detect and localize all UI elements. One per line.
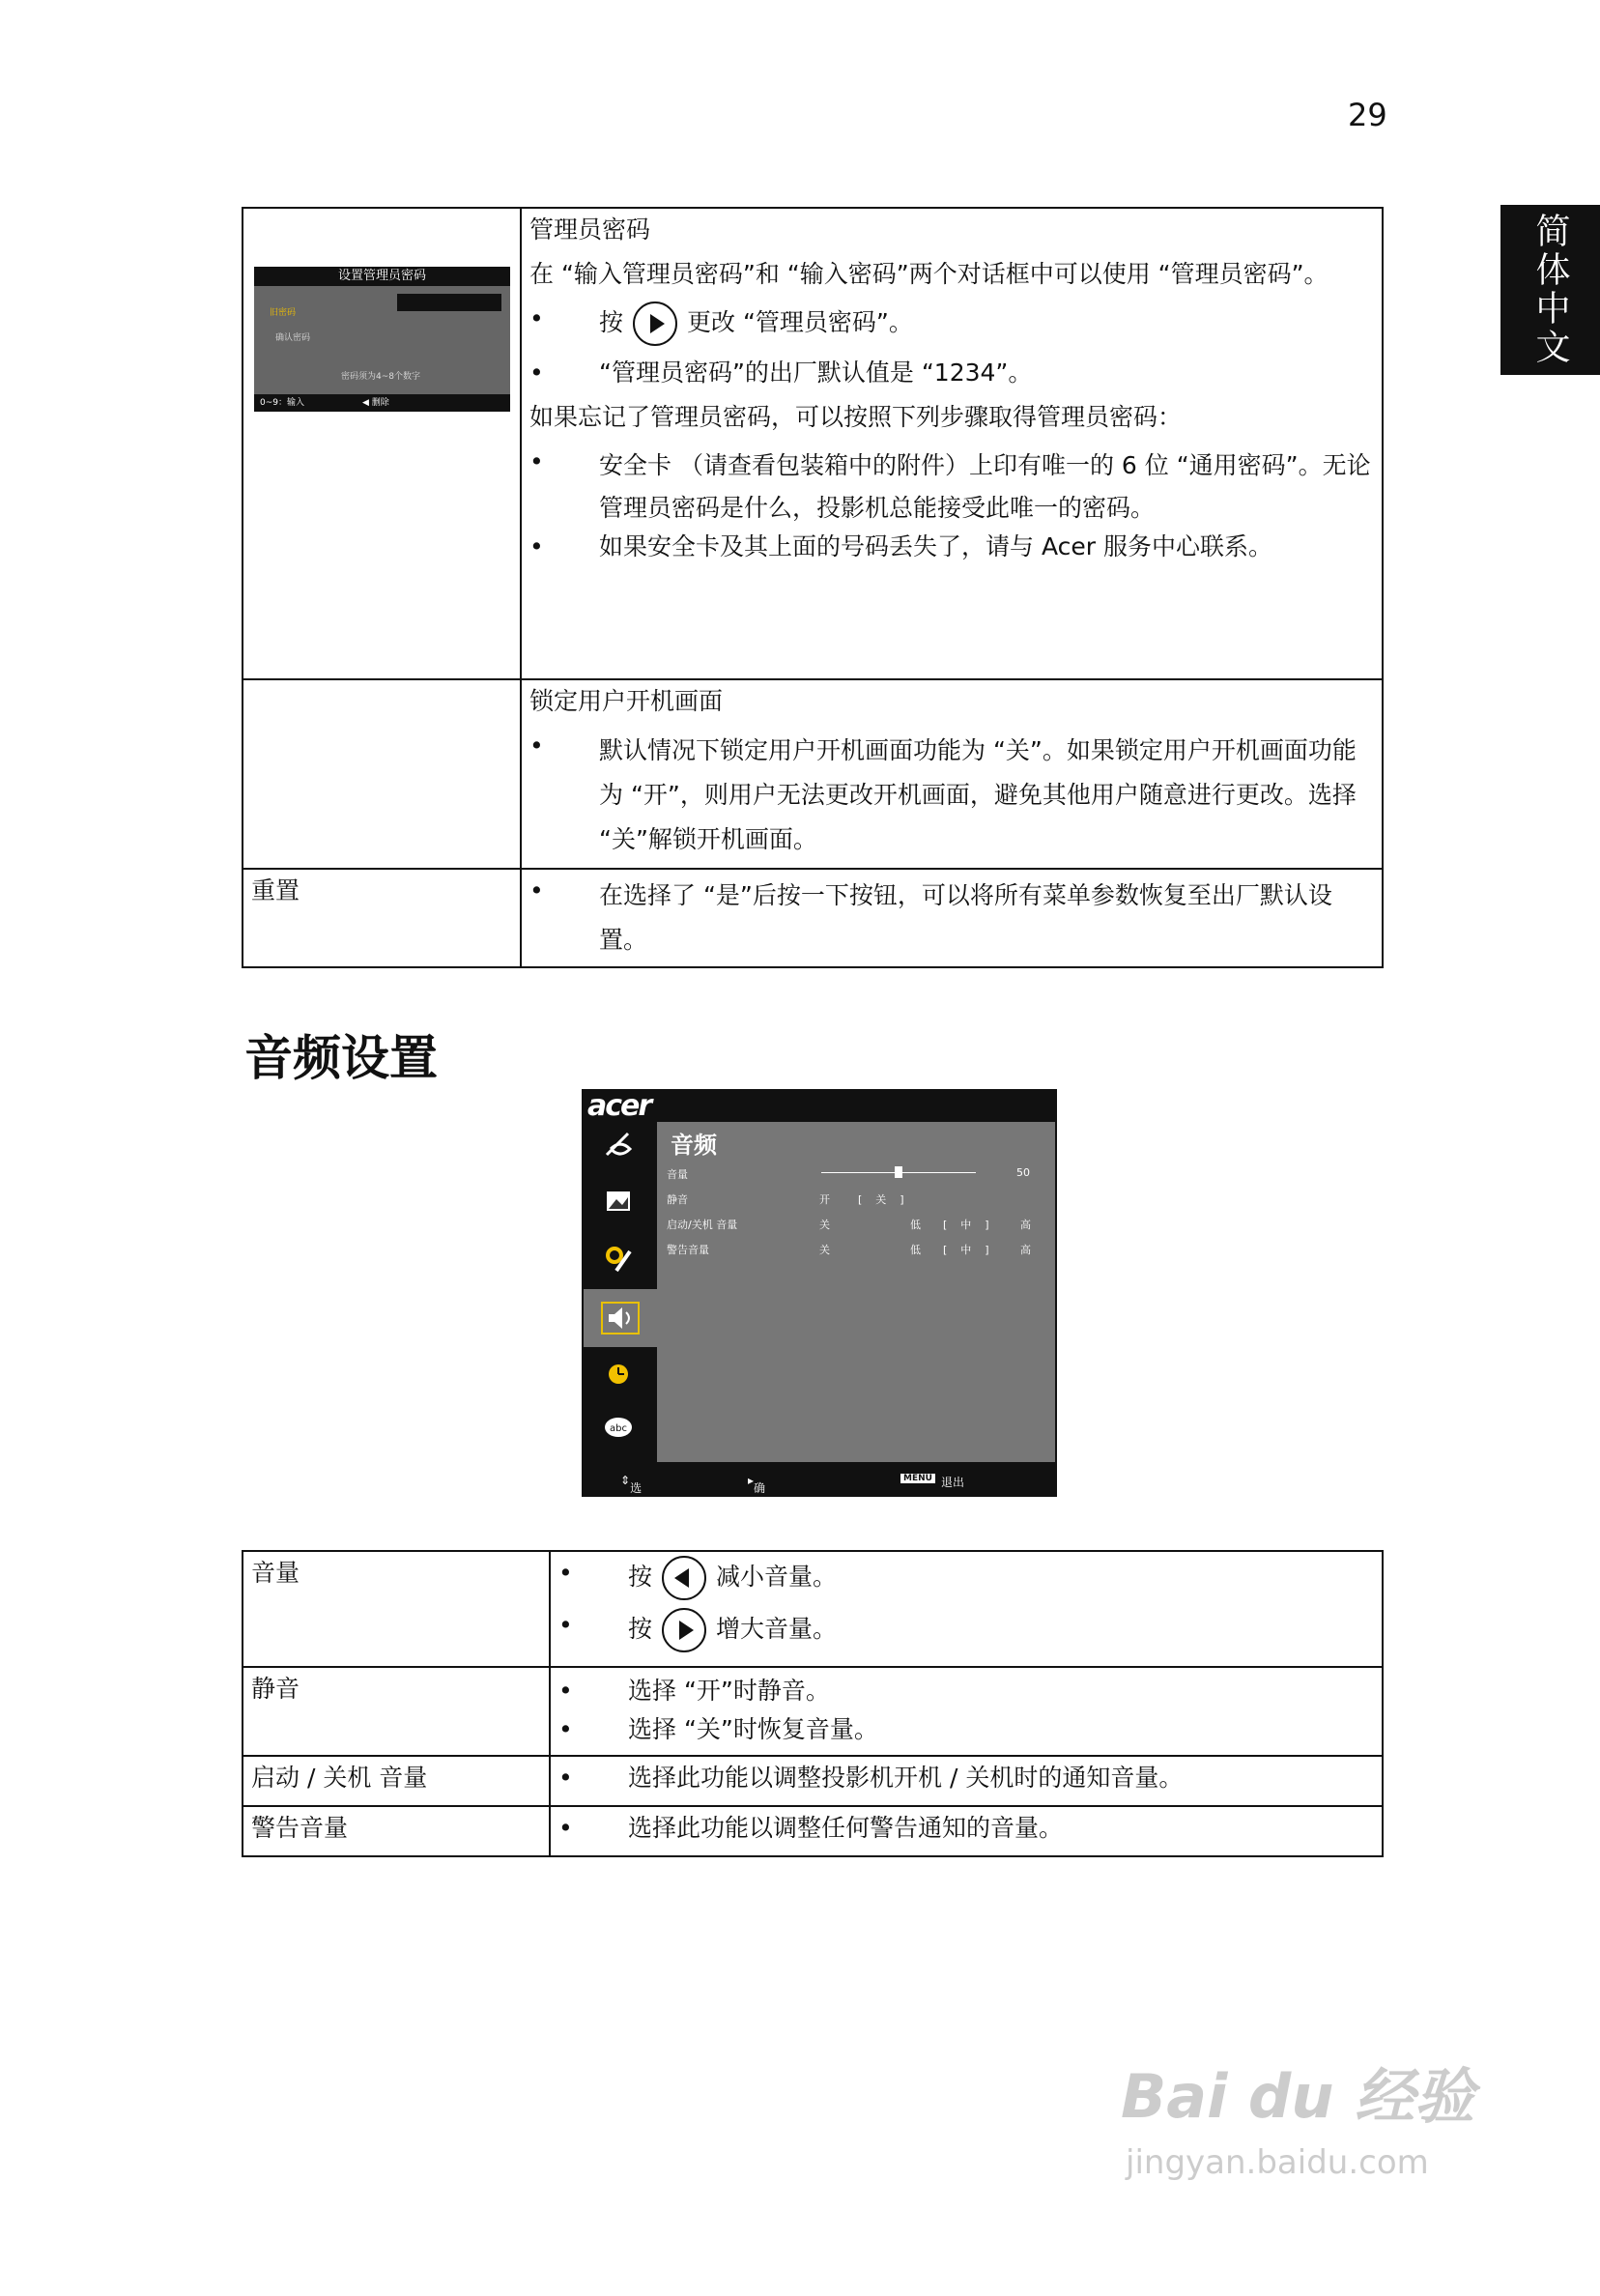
acer-logo: acer <box>587 1089 651 1123</box>
bullet-text: 按 <box>599 308 624 336</box>
osd-footer <box>254 394 510 412</box>
section-title: 音频设置 <box>244 1030 438 1086</box>
row-label: 静音 <box>243 1667 550 1756</box>
table-row <box>243 679 1383 869</box>
bullet-text: 在选择了 “是”后按一下按钮，可以将所有菜单参数恢复至出厂默认设置。 <box>599 881 1332 954</box>
list-item <box>529 301 1374 346</box>
option-on[interactable]: 开 <box>819 1193 830 1206</box>
forgot-password-text: 如果忘记了管理员密码，可以按照下列步骤取得管理员密码： <box>529 403 1183 431</box>
option-mid-selected[interactable]: [ 中 ] <box>943 1219 989 1231</box>
bullet: • <box>529 304 544 332</box>
timer-icon <box>601 1360 636 1389</box>
admin-password-desc: 在 “输入管理员密码”和 “输入密码”两个对话框中可以使用 “管理员密码”。 <box>529 260 1329 288</box>
osd-row-label: 静音 <box>667 1193 688 1206</box>
bullet: • <box>529 732 544 760</box>
bullet-text: 按 <box>628 1615 653 1643</box>
bullet: • <box>529 876 544 904</box>
option-off[interactable]: 关 <box>819 1219 830 1231</box>
audio-panel-title: 音频 <box>671 1132 717 1159</box>
option-off[interactable]: 关 <box>819 1244 830 1256</box>
bullet: • <box>529 447 544 475</box>
row-label: 启动 / 关机 音量 <box>243 1756 550 1806</box>
osd-hint: 密码须为4~8个数字 <box>341 372 420 382</box>
color-icon <box>601 1130 636 1159</box>
watermark-logo: Bai du 经验 <box>1121 2061 1475 2132</box>
lock-screen-title: 锁定用户开机画面 <box>529 687 724 715</box>
reset-label: 重置 <box>243 869 521 967</box>
table-row <box>243 1756 1383 1806</box>
bullet: • <box>529 532 544 560</box>
list-item <box>558 1811 1374 1846</box>
footer-confirm-label: 确认 <box>754 1481 766 1511</box>
option-label: 关 <box>875 1193 887 1206</box>
volume-value: 50 <box>1016 1166 1030 1179</box>
bullet-text: 更改 “管理员密码”。 <box>687 308 913 336</box>
table-row <box>243 1667 1383 1756</box>
list-item <box>529 530 1374 564</box>
right-arrow-button-icon <box>633 301 677 346</box>
list-item <box>529 356 1374 390</box>
table-row <box>243 1551 1383 1667</box>
list-item <box>558 1608 1374 1652</box>
left-arrow-button-icon <box>662 1556 706 1600</box>
bullet: • <box>529 359 544 387</box>
list-item <box>529 445 1374 530</box>
row-label: 警告音量 <box>243 1806 550 1856</box>
osd-row-label: 音量 <box>667 1168 688 1181</box>
bullet: • <box>558 1715 573 1743</box>
settings-icon <box>601 1244 636 1273</box>
osd-footer-delete: ◀ 删除 <box>362 398 389 408</box>
option-off-selected[interactable]: [ 关 ] <box>858 1193 904 1206</box>
volume-slider[interactable] <box>821 1172 976 1173</box>
bullet: • <box>558 1764 573 1792</box>
bullet-text: 选择此功能以调整投影机开机 / 关机时的通知音量。 <box>628 1764 1184 1792</box>
option-mid-selected[interactable]: [ 中 ] <box>943 1244 989 1256</box>
option-high[interactable]: 高 <box>1020 1244 1031 1256</box>
language-icon <box>601 1414 636 1443</box>
audio-table <box>242 1550 1384 1857</box>
osd-row-label: 启动/关机 音量 <box>667 1219 738 1231</box>
bullet-text: 减小音量。 <box>716 1563 838 1591</box>
footer-select-label: 选择 <box>630 1481 643 1511</box>
option-low[interactable]: 低 <box>910 1219 921 1231</box>
option-low[interactable]: 低 <box>910 1244 921 1256</box>
bullet-text: “管理员密码”的出厂默认值是 “1234”。 <box>599 359 1033 387</box>
list-item <box>529 729 1374 862</box>
audio-osd-screenshot <box>582 1089 1057 1511</box>
osd-footer-input: 0~9：输入 <box>260 398 304 408</box>
list-item <box>558 1761 1374 1795</box>
svg-text:abc: abc <box>610 1423 627 1434</box>
bullet-text: 默认情况下锁定用户开机画面功能为 “关”。如果锁定用户开机画面功能为 “开”，则用户无法更改开机画面，避免其他用户随意进行更改。选择 “关”解锁开机画面。 <box>599 736 1357 853</box>
menu-key-icon: MENU <box>900 1474 935 1483</box>
list-item <box>558 1672 1374 1710</box>
image-icon <box>601 1188 636 1217</box>
volume-slider-knob[interactable] <box>895 1166 902 1178</box>
option-high[interactable]: 高 <box>1020 1219 1031 1231</box>
bullet: • <box>558 1559 573 1587</box>
osd-footer <box>582 1468 1057 1511</box>
table-row <box>243 869 1383 967</box>
audio-icon <box>601 1302 640 1335</box>
bullet-text: 按 <box>628 1563 653 1591</box>
table-row <box>243 208 1383 679</box>
bullet-text: 选择 “关”时恢复音量。 <box>628 1715 878 1743</box>
table-row <box>243 1806 1383 1856</box>
row-label: 音量 <box>243 1551 550 1667</box>
bullet: • <box>558 1677 573 1705</box>
footer-confirm: ▸ 确认 <box>748 1474 766 1511</box>
language-tab-label: 简体中文 <box>1530 213 1570 367</box>
bullet: • <box>558 1814 573 1842</box>
list-item <box>558 1710 1374 1749</box>
bullet-text: 增大音量。 <box>716 1615 838 1643</box>
list-item <box>529 874 1374 962</box>
bullet-text: 如果安全卡及其上面的号码丢失了，请与 Acer 服务中心联系。 <box>599 532 1272 560</box>
watermark-url: jingyan.baidu.com <box>1126 2143 1429 2182</box>
list-item <box>558 1556 1374 1600</box>
footer-select: ⇕ 选择 <box>620 1474 643 1511</box>
option-label: 中 <box>960 1244 972 1256</box>
settings-table <box>242 207 1384 968</box>
password-input <box>397 294 501 311</box>
right-arrow-button-icon <box>662 1608 706 1652</box>
language-tab <box>1500 205 1600 375</box>
osd-row: 确认密码 <box>275 333 311 343</box>
osd-title: 设置管理员密码 <box>254 267 510 286</box>
osd-row-label: 警告音量 <box>667 1244 709 1256</box>
footer-exit-label: 退出 <box>941 1476 965 1489</box>
bullet-text: 安全卡 （请查看包装箱中的附件）上印有唯一的 6 位 “通用密码”。无论管理员密码是什么，投影机总能接受此唯一的密码。 <box>599 451 1371 522</box>
page-number: 29 <box>1348 97 1387 133</box>
audio-panel <box>657 1122 1055 1462</box>
password-osd-screenshot <box>254 267 510 412</box>
osd-footer-delete-label: 删除 <box>371 398 389 408</box>
admin-password-title: 管理员密码 <box>529 215 651 244</box>
bullet-text: 选择此功能以调整任何警告通知的音量。 <box>628 1814 1064 1842</box>
option-label: 中 <box>960 1219 972 1231</box>
bullet-text: 选择 “开”时静音。 <box>628 1677 830 1705</box>
osd-row: 旧密码 <box>270 308 297 318</box>
bullet: • <box>558 1611 573 1639</box>
